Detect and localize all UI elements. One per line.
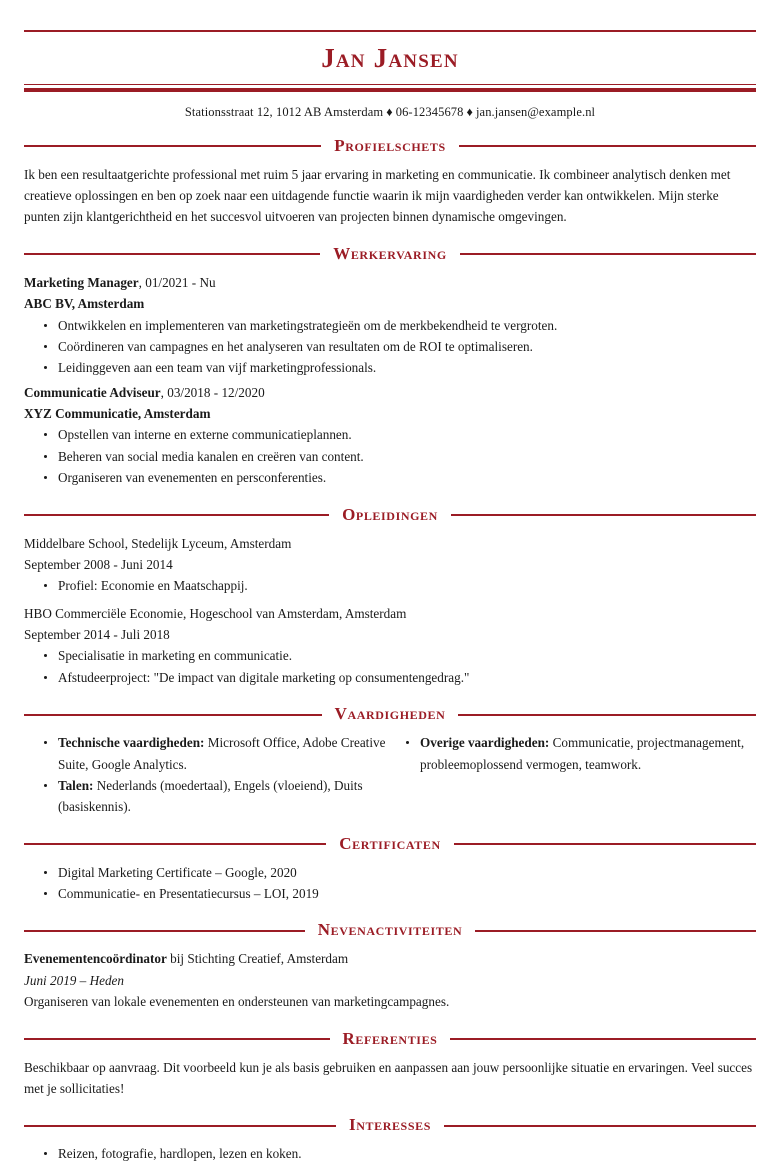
section-header-interests — [24, 1117, 756, 1134]
skill-value: Communicatie, projectmanagement, probleemoplossend vermogen, teamwork. — [420, 735, 745, 772]
profile-text: Ik ben een resultaatgerichte professional met ruim 5 jaar ervaring in marketing en communicatie. Ik combineer analytisch denken met creatieve oplossingen en ben op zoek naar een uitdagende functie waarin ik mijn vaardigheden verder kan ontwikkelen. Mijn sterke punten zijn klantgerichtheid en het succesvol uitvoeren van projecten binnen dynamische omgevingen. — [24, 166, 731, 225]
activities-org: bij Stichting Creatief, Amsterdam — [166, 951, 349, 967]
experience-role: Communicatie Adviseur — [24, 384, 161, 400]
list-item — [24, 732, 390, 775]
contact-phone: 06-12345678 — [395, 104, 464, 119]
section-title-education: Opleidingen — [342, 504, 438, 524]
skill-label: Overige vaardigheden: — [420, 735, 550, 751]
education-bullets — [24, 575, 756, 596]
section-rule-right — [451, 514, 756, 516]
section-header-profile — [24, 135, 756, 155]
list-item: Reizen, fotografie, hardlopen, lezen en koken. — [24, 1143, 756, 1164]
education-school: HBO Commerciële Economie, Hogeschool van Amsterdam, Amsterdam — [24, 605, 407, 621]
skills-column-left — [24, 732, 390, 818]
section-title-experience: Werkervaring — [333, 243, 447, 263]
section-title-interests: Interesses — [349, 1115, 431, 1135]
list-item: Beheren van social media kanalen en creëren van content. — [24, 446, 756, 467]
list-item: Organiseren van evenementen en persconferenties. — [24, 467, 756, 488]
section-rule-left — [24, 253, 320, 255]
section-rule-right — [458, 714, 756, 716]
experience-role: Marketing Manager — [24, 274, 139, 290]
section-header-education — [24, 504, 756, 524]
section-rule-left — [24, 843, 326, 845]
section-header-skills — [24, 706, 756, 723]
section-header-references — [24, 1028, 756, 1048]
skill-value: Microsoft Office, Adobe Creative Suite, Google Analytics. — [58, 735, 386, 772]
list-item: Profiel: Economie en Maatschappij. — [24, 575, 756, 596]
education-period: September 2014 - Juli 2018 — [24, 627, 170, 643]
list-item: Afstudeerproject: "De impact van digitale marketing op consumentengedrag." — [24, 667, 756, 688]
experience-role-line — [24, 382, 756, 403]
section-rule-right — [454, 843, 756, 845]
section-title-references: Referenties — [342, 1028, 438, 1048]
education-school: Middelbare School, Stedelijk Lyceum, Amsterdam — [24, 535, 292, 551]
list-item — [390, 732, 756, 775]
skill-label: Technische vaardigheden: — [58, 735, 205, 751]
list-item: Leidinggeven aan een team van vijf marketingprofessionals. — [24, 357, 756, 378]
contact-line — [24, 92, 756, 120]
section-title-profile: Profielschets — [334, 135, 446, 155]
experience-entry — [24, 382, 756, 489]
name-header — [24, 32, 756, 84]
contact-separator-1: ♦ — [386, 104, 393, 119]
section-rule-right — [475, 930, 756, 932]
experience-company: XYZ Communicatie, Amsterdam — [24, 406, 211, 422]
section-header-certificates — [24, 833, 756, 853]
section-rule-left — [24, 1038, 330, 1040]
skills-bullets-right — [390, 732, 756, 775]
references-text: Beschikbaar op aanvraag. Dit voorbeeld kun je als basis gebruiken en aanpassen aan jouw persoonlijke situatie en ervaringen. Veel succes met je sollicitaties! — [24, 1059, 753, 1096]
section-rule-right — [460, 253, 756, 255]
skills-columns — [24, 732, 756, 818]
education-bullets — [24, 645, 756, 688]
activities-role: Evenementencoördinator — [24, 951, 167, 967]
section-title-skills: Vaardigheden — [334, 704, 446, 724]
experience-entry — [24, 272, 756, 379]
section-header-experience — [24, 243, 756, 263]
activities-entry — [24, 948, 756, 1012]
section-title-certificates: Certificaten — [339, 833, 441, 853]
section-rule-right — [444, 1125, 756, 1127]
list-item: Ontwikkelen en implementeren van marketingstrategieën om de merkbekendheid te vergroten. — [24, 315, 756, 336]
section-title-activities: Nevenactiviteiten — [317, 920, 463, 940]
section-rule-left — [24, 930, 305, 932]
interests-bullets — [24, 1143, 756, 1164]
contact-separator-2: ♦ — [466, 104, 473, 119]
skill-value: Nederlands (moedertaal), Engels (vloeiend), Duits (basiskennis). — [58, 777, 363, 815]
section-rule-right — [459, 145, 756, 147]
section-rule-left — [24, 714, 322, 716]
section-rule-left — [24, 1125, 336, 1127]
experience-role-line — [24, 272, 756, 293]
section-header-activities — [24, 922, 756, 939]
education-entry — [24, 533, 756, 597]
list-item: Coördineren van campagnes en het analyseren van resultaten om de ROI te optimaliseren. — [24, 336, 756, 357]
contact-email: jan.jansen@example.nl — [475, 104, 596, 119]
certificates-bullets — [24, 862, 756, 905]
education-entry — [24, 603, 756, 689]
resume-page — [0, 30, 780, 1162]
education-period: September 2008 - Juni 2014 — [24, 556, 173, 572]
list-item — [24, 775, 390, 818]
activities-role-line — [24, 948, 756, 969]
list-item: Communicatie- en Presentatiecursus – LOI, 2019 — [24, 883, 756, 904]
experience-bullets — [24, 315, 756, 379]
skills-column-right — [390, 732, 756, 818]
list-item: Opstellen van interne en externe communicatieplannen. — [24, 424, 756, 445]
skill-label: Talen: — [58, 777, 94, 793]
section-rule-right — [450, 1038, 756, 1040]
experience-company: ABC BV, Amsterdam — [24, 296, 145, 312]
experience-period: , 03/2018 - 12/2020 — [160, 384, 265, 400]
experience-bullets — [24, 424, 756, 488]
activities-period: Juni 2019 – Heden — [24, 972, 124, 988]
experience-period: , 01/2021 - Nu — [138, 274, 216, 290]
contact-address: Stationsstraat 12, 1012 AB Amsterdam — [184, 104, 384, 119]
section-rule-left — [24, 514, 329, 516]
list-item: Specialisatie in marketing en communicatie. — [24, 645, 756, 666]
activities-description: Organiseren van lokale evenementen en ondersteunen van marketingcampagnes. — [24, 994, 450, 1010]
list-item: Digital Marketing Certificate – Google, 2020 — [24, 862, 756, 883]
page-title: Jan Jansen — [321, 43, 459, 73]
skills-bullets-left — [24, 732, 390, 818]
section-rule-left — [24, 145, 321, 147]
